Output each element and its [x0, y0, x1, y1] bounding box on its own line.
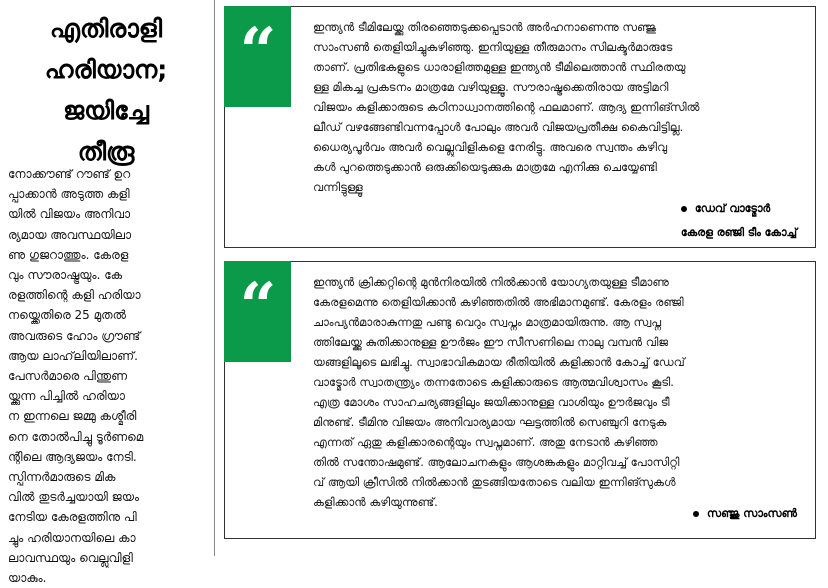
quote-text [313, 17, 797, 197]
quote-line: താണ്. പ്രതിഭകളുടെ ധാരാളിത്തമുള്ള ഇന്ത്യൻ ടീമിലെത്താൻ സ്ഥിരതയു [313, 60, 686, 74]
body-line: നോക്കൗണ്ട് റൗണ്ട് ഉറ [8, 167, 131, 181]
quote-box-player [224, 261, 816, 539]
attribution-name: ഡേവ് വാട്മോർ [694, 202, 771, 215]
headline-line: തീരൂ [77, 137, 135, 166]
body-line: യാകും. [8, 571, 47, 586]
body-line: വിൽ തുടർച്ചയായി ജയം [8, 490, 140, 505]
attribution-name: സഞ്ജു സാംസൺ [706, 507, 797, 520]
body-line: നെ തോൽപിച്ചു ടൂർണമെ [8, 429, 144, 444]
body-line: യിൽ വിജയം അനിവാ [8, 207, 131, 222]
body-line: ച്ചും ഹരിയാനയിലെ കാ [8, 530, 136, 545]
quote-line: മിനുണ്ട്. ടീമിനു വിജയം അനിവാര്യമായ ഘട്ടത്തിൽ സെഞ്ചുറി നേടുക [313, 415, 667, 429]
body-line: പേസർമാരെ പിന്തുണ [8, 369, 128, 384]
quote-attribution [693, 502, 797, 526]
quote-line: വന്നിട്ടുള്ളൂ [313, 180, 363, 194]
quote-line: ള്ള മികച്ച പ്രകടനം മാത്രമേ വഴിയുള്ളൂ. സൗരാഷ്ട്രക്കെതിരായ അട്ടിമറി [313, 80, 669, 94]
body-line: സ്പിന്നർമാരുടെ മിക [8, 470, 116, 485]
quote-line: കളിക്കാൻ കഴിയുന്നുണ്ട്. [313, 495, 438, 509]
body-line: നേടിയ കേരളത്തിനു പി [8, 510, 137, 525]
quote-line: ഇന്ത്യൻ ക്രിക്കറ്റിന്റെ മുൻനിരയിൽ നിൽക്കാൻ യോഗ്യതയുള്ള ടീമാണു [313, 275, 669, 289]
quote-line: ലീഡ് വഴങ്ങേണ്ടിവന്നപ്പോൾ പോലും അവർ വിജയപ്രതീക്ഷ കൈവിട്ടില്ല. [313, 120, 684, 134]
quote-line: ധൈര്യപൂർവം അവർ വെല്ലുവിളികളെ നേരിട്ടു. അവരെ സ്വന്തം കഴിവു [313, 140, 668, 154]
body-line: അവരുടെ ഹോം ഗ്രൗണ്ട് [8, 328, 141, 343]
body-line: ലാവസ്ഥയും വെല്ലുവിളി [8, 550, 133, 565]
quote-line: കൾ പുറത്തെടുക്കാൻ ഒരുക്കിയെടുക്കുക മാത്രമേ എനിക്കു ചെയ്യേണ്ടി [313, 160, 657, 174]
body-line: ന ഇന്നലെ ജമ്മു കശ്മീരി [8, 409, 137, 424]
quote-text [313, 272, 797, 512]
quote-line: ചാംപ്യൻമാരാകുന്നതു പണ്ടു വെറും സ്വപ്നം മാത്രമായിരുന്നു. ആ സ്വപ്ന [313, 315, 662, 329]
quote-line: കേരളമെന്നു തെളിയിക്കാൻ കഴിഞ്ഞതിൽ അഭിമാനമുണ്ട്. കേരളം രഞ്ജി [313, 295, 684, 309]
body-line: ര്യമായ അവസ്ഥയിലാ [8, 227, 132, 242]
quote-tab [224, 6, 291, 107]
body-line: യ്ക്കുന്ന പിച്ചിൽ ഹരിയാ [8, 389, 125, 404]
quote-attribution [681, 197, 797, 245]
quote-line: തിൽ സന്തോഷമുണ്ട്. ആലോചനകളും ആശങ്കകളും മാറ്റിവച്ച് പോസിറ്റി [313, 455, 680, 469]
quote-line: ത്തിലേയ്ക്കു കുതിക്കാനുള്ള ഊർജം ഈ സീസണിലെ നാലു വമ്പൻ വിജ [313, 335, 669, 349]
quote-mark-icon: “ [239, 14, 277, 89]
bullet-icon [681, 206, 687, 212]
body-line: ന്റിലെ ആദ്യജയം നേടി. [8, 449, 137, 464]
column-divider [214, 0, 215, 556]
quote-line: ഇന്ത്യൻ ടീമിലേയ്ക്കു തിരഞ്ഞെടുക്കപ്പെടാൻ അർഹനാണെന്നു സഞ്ജു [313, 20, 657, 34]
body-line: നയ്ക്കെതിരെ 25 മുതൽ [8, 308, 126, 323]
quote-box-coach [224, 6, 816, 248]
headline-line: ജയിച്ചേ [63, 96, 149, 125]
headline-line: എതിരാളി [49, 14, 163, 43]
quote-line: വിജയം കളിക്കാരുടെ കഠിനാധ്വാനത്തിന്റെ ഫലമാണ്. ആദ്യ ഇന്നിങ്സിൽ [313, 100, 700, 114]
body-line: ണു ഗുജറാത്തും. കേരള [8, 247, 129, 262]
story-body [8, 164, 204, 588]
attribution-role: കേരള രഞ്ജി ടീം കോച്ച് [680, 226, 797, 239]
body-line: രളത്തിന്റെ കളി ഹരിയാ [8, 288, 141, 303]
headline [6, 8, 206, 172]
quote-line: വ് ആയി ക്രീസിൽ നിൽക്കാൻ തുടങ്ങിയതോടെ വലിയ ഇന്നിങ്സുകൾ [313, 475, 676, 489]
quote-line: എത്ര മോശം സാഹചര്യങ്ങളിലും ജയിക്കാനുള്ള വാശിയും ഊർജവും ടീ [313, 395, 670, 409]
news-story [0, 0, 214, 586]
quote-tab [224, 261, 291, 362]
quote-line: വാട്മോർ സ്വാതന്ത്ര്യം തന്നതോടെ കളിക്കാരുടെ ആത്മവിശ്വാസം കൂടി. [313, 375, 674, 389]
quote-mark-icon: “ [239, 269, 277, 344]
body-line: പ്പാക്കാൻ അടുത്ത കളി [8, 187, 130, 202]
quote-line: യങ്ങളിലൂടെ ലഭിച്ചു. സ്വാഭാവികമായ രീതിയിൽ കളിക്കാൻ കോച്ച് ഡേവ് [313, 355, 685, 369]
body-line: ആയ ലാഹ്‌ലിയിലാണ്. [8, 348, 138, 363]
quote-line: എന്നത് ഏതു കളിക്കാരന്റെയും സ്വപ്നമാണ്. അതു നേടാൻ കഴിഞ്ഞ [313, 435, 658, 449]
body-line: വും സൗരാഷ്ട്രയും. കേ [8, 268, 123, 283]
quote-line: സാംസൺ തെളിയിച്ചുകഴിഞ്ഞു. ഇനിയുള്ള തീരുമാനം സിലക്ടർമാരുടേ [313, 40, 673, 54]
bullet-icon [693, 511, 699, 517]
headline-line: ഹരിയാന; [44, 55, 168, 84]
